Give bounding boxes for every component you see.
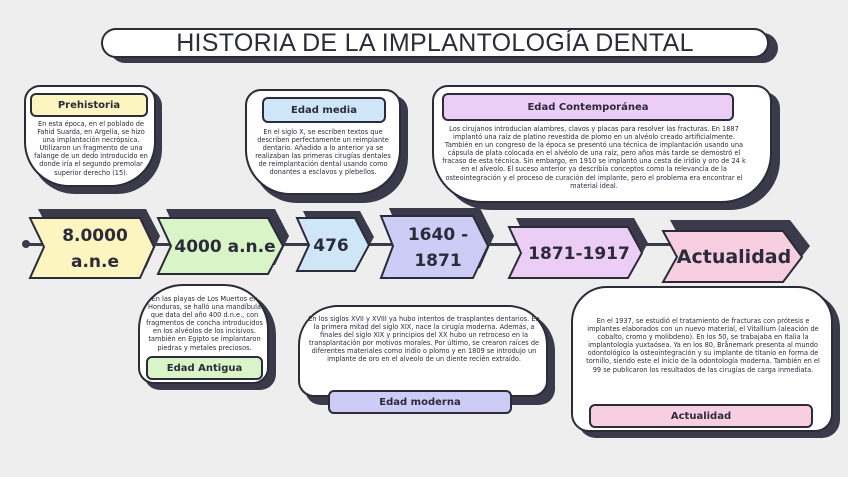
actualidad-text: En el 1937, se estudió el tratamiento de fracturas con prótesis e implantes elaborados con un nuevo material, el Vitallium (aleación de cobalto, cromo y molibdeno). En los 50, se trabajaba en Italia la implantología yuxtaósea. Ya en los 80, Brånemark presenta al mundo odontológico la osteointegración y su implante de titanio en forma de tornillo, siendo este el inicio de la odontología moderna. También en el 99 se publicaron los resultados de las cirugías de carga inmediata. xyxy=(586,317,820,374)
antigua-card xyxy=(138,284,269,384)
moderna-text: En los siglos XVII y XVIII ya hubo intentos de trasplantes dentarios. En la primera mitad del siglo XIX, nace la cirugía moderna. Además, a finales del siglo XIX y principios del XX hubo un retroceso en la transplantación por motivos morales. Por último, se crearon raíces de diferentes materiales como iridio o plomo y en 1809 se introdujo un implante de oro en el alveolo de un diente recién extraído. xyxy=(308,315,540,364)
actualidad-card xyxy=(571,286,833,432)
moderna-label: Edad moderna xyxy=(328,390,512,414)
media-text: En el siglo X, se escriben textos que describen perfectamente un reimplante dentario. Añadido a lo anterior ya se realizaban las primeras cirugías dentales de reimplantación dental usando como donantes a esclavos y plebellos. xyxy=(255,128,391,177)
prehistoria-text: En esta época, en el poblado de Fahid Suarda, en Argelia, se hizo una implantación necrópsica. Utilizaron un fragmento de una falange de un dedo introducido en donde iría el segundo premolar superior derecho (15). xyxy=(34,120,148,177)
moderna-card xyxy=(298,305,548,397)
media-label: Edad media xyxy=(262,97,386,123)
era-6-label: Actualidad xyxy=(676,246,792,268)
prehistoria-card xyxy=(24,85,156,187)
era-1-label: 8.0000 a.n.e xyxy=(62,226,128,272)
prehistoria-label: Prehistoria xyxy=(30,93,148,117)
era-4-label: 1640 - 1871 xyxy=(407,225,469,271)
page-title: HISTORIA DE LA IMPLANTOLOGÍA DENTAL xyxy=(101,28,769,58)
contemporanea-card xyxy=(432,85,772,203)
antigua-label: Edad Antigua xyxy=(146,356,263,380)
contemporanea-label: Edad Contemporánea xyxy=(442,93,734,121)
contemporanea-text: Los cirujanos introducían alambres, clavos y placas para resolver las fracturas. En 1887 implantó una raíz de platino revestida de plomo en un alvéolo creado artificialmente. También en un congreso de la época se presentó una técnica de implantación usando una cápsula de plata colocada en el alvéolo de una raíz, pero años más tarde se demostró el fracaso de esta técnica. Sin embargo, en 1910 se implantó una cesta de iridio y oro de 24 k en el alveolo. El suceso anterior ya describía conceptos como la relevancia de la osteointegración y el proceso de curación del implante, pero el problema era encontrar el material ideal. xyxy=(442,125,746,190)
era-3-label: 476 xyxy=(313,235,349,256)
media-card xyxy=(245,89,401,195)
actualidad-label: Actualidad xyxy=(589,404,813,428)
era-2-label: 4000 a.n.e xyxy=(174,237,276,257)
antigua-text: En las playas de Los Muertos en Honduras, se halló una mandíbula que data del año 400 d.n.e., con fragmentos de concha introducidos en los alvéolos de los incisivos. también en Egipto se implantaron piedras y metales preciosos. xyxy=(146,295,263,352)
era-5-label: 1871-1917 xyxy=(528,243,630,264)
